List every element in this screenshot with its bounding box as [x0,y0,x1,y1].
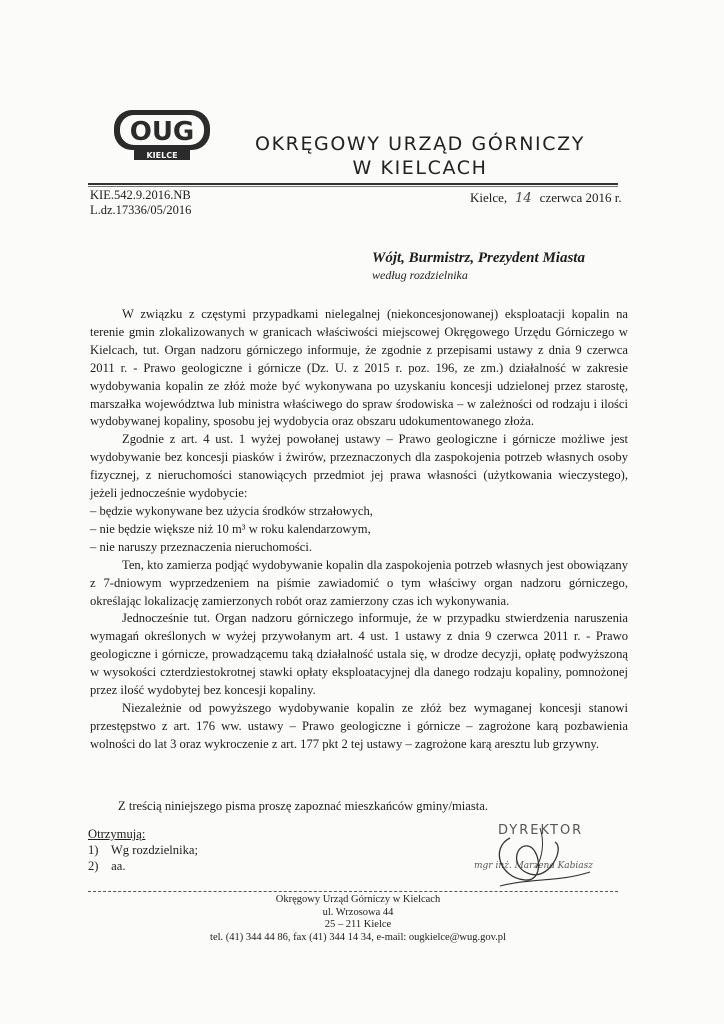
list-item: – nie będzie większe niż 10 m³ w roku kalendarzowym, [90,521,628,539]
footer-contact: tel. (41) 344 44 86, fax (41) 344 14 34, e-mail: ougkielce@wug.gov.pl [210,931,506,943]
list-item: – nie naruszy przeznaczenia nieruchomości. [90,539,628,557]
conditions-list [90,503,628,557]
receivers [88,826,198,874]
footer-divider [88,891,618,892]
header-divider [88,183,618,185]
header-divider-thin [88,186,618,187]
list-item [88,858,198,874]
date-day: 14 [515,191,532,206]
list-item: – będzie wykonywane bez użycia środków strzałowych, [90,503,628,521]
footer-postcode: 25 – 211 Kielce [324,919,392,930]
date-suffix: czerwca 2016 r. [539,190,622,205]
receiver-num: 1) [88,843,99,857]
closing-sentence: Z treścią niniejszego pisma proszę zapoznać mieszkańców gminy/miasta. [118,799,488,813]
letter-date [470,190,622,206]
ref-number: KIE.542.9.2016.NB [90,188,191,202]
paragraph-5: Niezależnie od powyższego wydobywanie kopalin ze złóż bez wymaganej koncesji stanowi przestępstwo z art. 176 ww. ustawy – Prawo geologiczne i górnicze – zagrożone karą pozbawienia wolności do lat 3 oraz wykroczenie z art. 177 pkt 2 tej ustawy – zagrożone karą aresztu lub grzywny. [90,700,628,751]
receiver-num: 2) [88,859,99,873]
recipient-main: Wójt, Burmistrz, Prezydent Miasta [372,250,585,266]
receiver-text: Wg rozdzielnika; [110,843,198,857]
paragraph-3: Ten, kto zamierza podjąć wydobywanie kopalin dla zaspokojenia potrzeb własnych jest obowiązany z 7-dniowym wyprzedzeniem na piśmie zawiadomić o tym właściwy organ nadzoru górniczego, określając lokalizację zamierzonych robót oraz zamierzony czas ich wykonywania. [90,557,628,608]
paragraph-1: W związku z częstymi przypadkami nielegalnej (niekoncesjonowanej) eksploatacji kopalin na terenie gmin zlokalizowanych w granicach właściwości miejscowej Okręgowego Urzędu Górniczego w Kielcach, tut. Organ nadzoru górniczego informuje, że zgodnie z przepisami ustawy z dnia 9 czerwca 2011 r. - Prawo geologiczne i górnicze (Dz. U. z 2015 r. poz. 196, ze zm.) działalność w zakresie wydobywania kopalin ze złóż może być wykonywana po uzyskaniu koncesji udzielonej przez starostę, marszałka województwa lub ministra właściwego do spraw środowiska – w zależności od rodzaju i ilości wydobywanej kopaliny, sposobu jej wydobycia oraz obszaru udokumentowanego złoża. [90,307,628,429]
office-name-line1: OKRĘGOWY URZĄD GÓRNICZY [255,133,585,155]
office-name [225,132,615,180]
footer [88,894,628,944]
signature-icon [470,808,630,898]
oug-logo-icon [112,108,212,164]
letter-body [90,306,628,754]
oug-logo [112,108,212,164]
reference-numbers [90,188,191,218]
paragraph-2: Zgodnie z art. 4 ust. 1 wyżej powołanej ustawy – Prawo geologiczne i górnicze możliwe jest wydobywanie bez koncesji piasków i żwirów, przeznaczonych dla zaspokojenia potrzeb własnych osoby fizycznej, z nieruchomości stanowiących przedmiot jej prawa własności (użytkowania wieczystego), jeżeli jednocześnie wydobycie: [90,432,628,501]
logo-text: OUG [129,117,195,147]
stamp-title: DYREKTOR [498,823,584,838]
stamp-name: mgr inż. Marzena Kabiasz [474,861,594,871]
recipient [372,250,585,284]
receiver-text: aa. [111,859,126,873]
logo-city: KIELCE [146,151,178,160]
date-prefix: Kielce, [470,190,508,205]
office-name-line2: W KIELCACH [352,157,488,179]
ref-ldz: L.dz.17336/05/2016 [90,203,192,217]
recipient-sub: według rozdzielnika [372,268,468,282]
footer-street: ul. Wrzosowa 44 [322,906,394,918]
list-item [88,842,198,858]
director-stamp [470,808,630,898]
receivers-label: Otrzymują: [88,827,146,841]
paragraph-4: Jednocześnie tut. Organ nadzoru górniczego informuje, że w przypadku stwierdzenia naruszenia wymagań określonych w wyżej przywołanym art. 4 ust. 1 ustawy z dnia 9 czerwca 2011 r. - Prawo geologiczne i górnicze, prowadzącemu taką działalność ustala się, w drodze decyzji, opłatę podwyższoną w wysokości czterdziestokrotnej stawki opłaty eksploatacyjnej dla danego rodzaju kopaliny, pomnożonej przez ilość wydobytej bez koncesji kopaliny. [90,611,628,698]
footer-office: Okręgowy Urząd Górniczy w Kielcach [275,894,441,905]
